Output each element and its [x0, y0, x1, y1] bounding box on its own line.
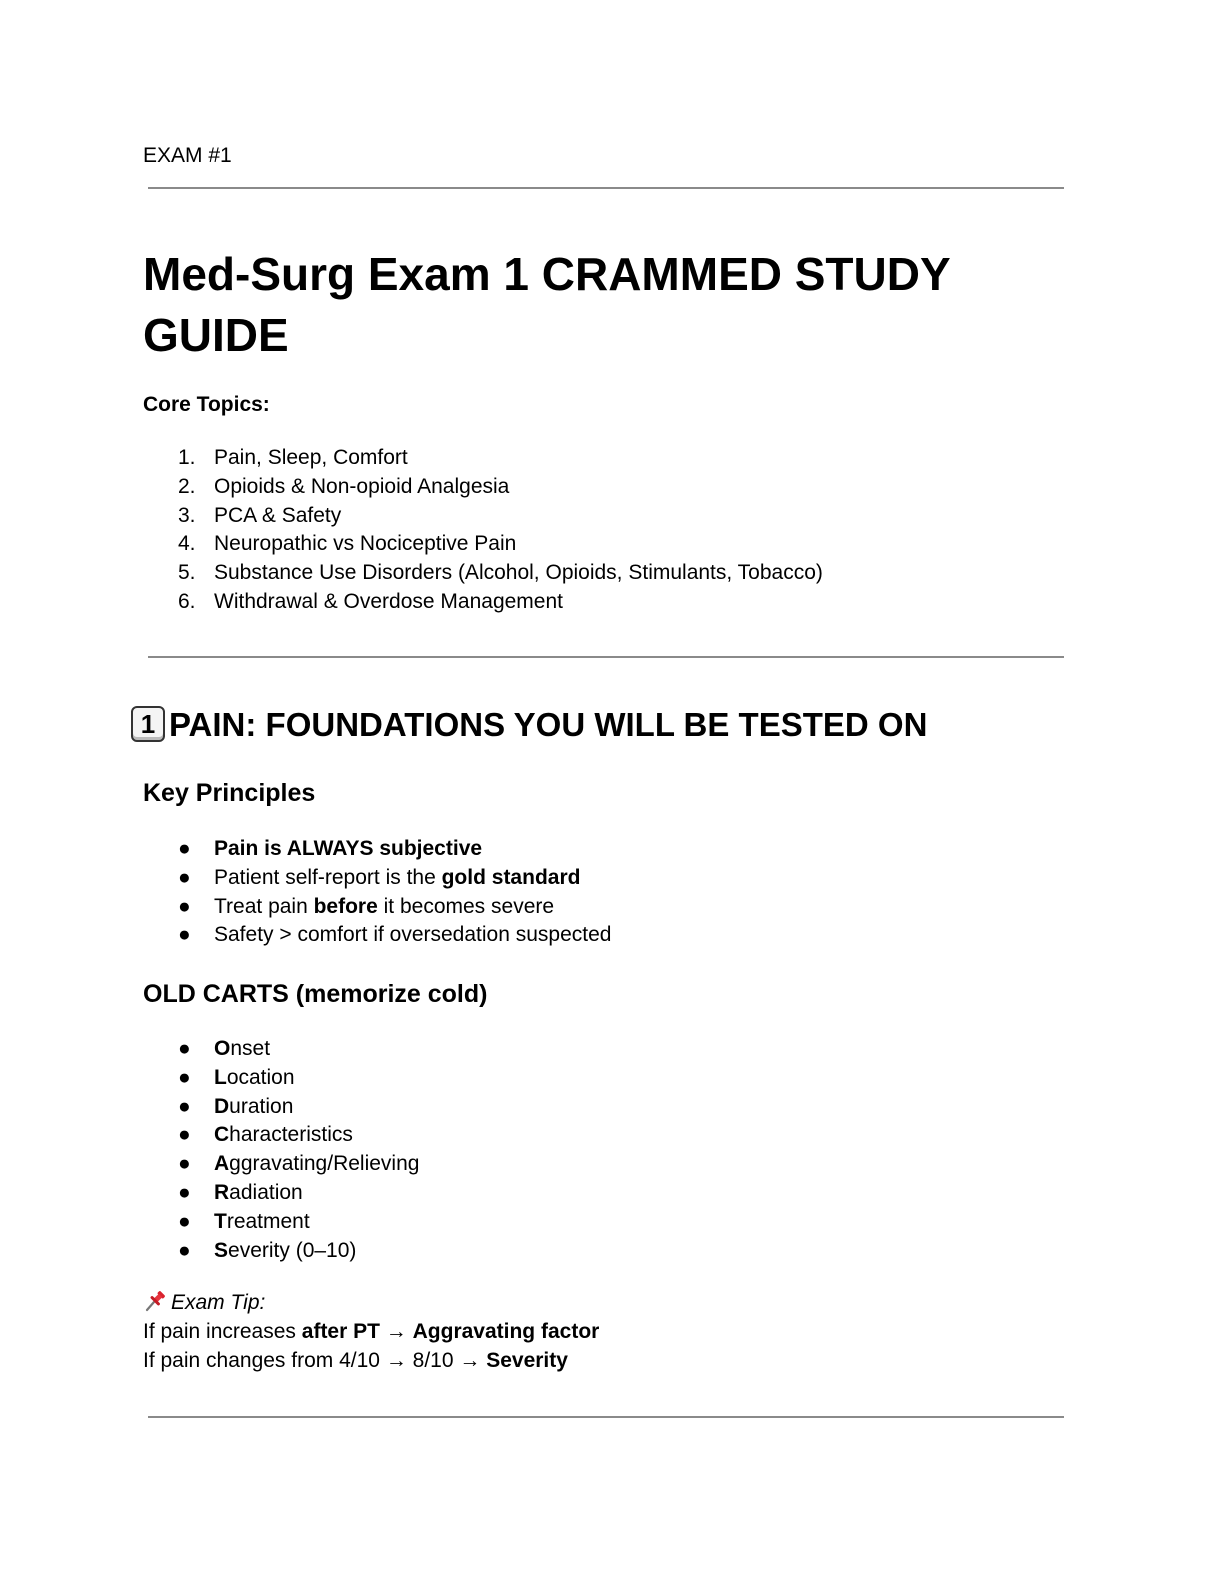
bullet-icon: ●: [178, 894, 191, 918]
key-principles-heading: Key Principles: [143, 779, 316, 807]
list-item-text: uration: [229, 1094, 294, 1118]
old-carts-list: [0, 1035, 1224, 1265]
list-item: [0, 530, 1224, 559]
tip-bold: after PT: [301, 1320, 380, 1343]
old-carts-heading: OLD CARTS (memorize cold): [143, 980, 488, 1008]
exam-label: EXAM #1: [143, 144, 232, 167]
mnemonic-letter: C: [214, 1123, 230, 1147]
bullet-icon: ●: [178, 1238, 191, 1262]
list-item-text: Pain, Sleep, Comfort: [214, 446, 408, 469]
mnemonic-letter: L: [214, 1065, 227, 1089]
list-item: [0, 1208, 1224, 1237]
list-item: [0, 1150, 1224, 1179]
list-item: [0, 893, 1224, 922]
list-item-text: reatment: [226, 1209, 310, 1233]
mnemonic-letter: D: [214, 1094, 230, 1118]
list-item: [0, 502, 1224, 531]
list-item-bold: gold standard: [441, 865, 581, 889]
list-item-text: Opioids & Non-opioid Analgesia: [214, 474, 510, 498]
tip-text: If pain changes from 4/10 → 8/10 →: [143, 1349, 487, 1372]
list-item-text: Treat pain: [214, 894, 314, 918]
list-number: 4.: [178, 532, 196, 556]
keycap-number-icon: 1: [131, 706, 165, 742]
list-item: [0, 835, 1224, 864]
list-item: [0, 559, 1224, 588]
list-item-text: Neuropathic vs Nociceptive Pain: [214, 532, 517, 556]
tip-bold: Aggravating factor: [412, 1320, 600, 1343]
mnemonic-letter: R: [214, 1180, 230, 1204]
list-item: [0, 921, 1224, 950]
list-number: 3.: [178, 503, 196, 527]
list-item-text: ggravating/Relieving: [229, 1152, 420, 1176]
list-item-text: it becomes severe: [377, 894, 555, 918]
list-item: [0, 1093, 1224, 1122]
mnemonic-letter: O: [214, 1037, 231, 1060]
list-item-text: adiation: [229, 1180, 303, 1204]
list-item-text: everity (0–10): [228, 1238, 357, 1262]
bullet-icon: ●: [178, 1065, 191, 1089]
list-item: [0, 864, 1224, 893]
bullet-icon: ●: [178, 1123, 191, 1147]
list-number: 5.: [178, 561, 196, 585]
list-item: [0, 1064, 1224, 1093]
list-item: [0, 1237, 1224, 1266]
mnemonic-letter: S: [214, 1238, 229, 1262]
list-item: [0, 1121, 1224, 1150]
list-item-text: Patient self-report is the: [214, 865, 442, 889]
list-number: 6.: [178, 589, 196, 613]
section-title: PAIN: FOUNDATIONS YOU WILL BE TESTED ON: [169, 706, 928, 743]
exam-tip-label-row: [143, 1289, 265, 1317]
mnemonic-letter: A: [214, 1152, 230, 1176]
divider: [148, 1416, 1064, 1418]
exam-tip-label: Exam Tip:: [171, 1291, 266, 1314]
bullet-icon: ●: [178, 1037, 191, 1060]
list-item: [0, 1035, 1224, 1064]
bullet-icon: ●: [178, 923, 191, 947]
key-principles-list: [0, 835, 1224, 950]
bullet-icon: ●: [178, 1094, 191, 1118]
bullet-icon: ●: [178, 1152, 191, 1176]
section-heading: [131, 704, 927, 746]
list-item: [0, 1179, 1224, 1208]
core-topics-heading: Core Topics:: [143, 393, 270, 416]
mnemonic-letter: T: [214, 1209, 227, 1233]
tip-arrow: →: [379, 1320, 413, 1343]
tip-bold: Severity: [486, 1349, 568, 1372]
list-item-text: Withdrawal & Overdose Management: [214, 589, 563, 613]
list-item-bold: before: [313, 894, 378, 918]
list-item: [0, 588, 1224, 617]
list-item-text: Safety > comfort if oversedation suspected: [214, 923, 612, 947]
bullet-icon: ●: [178, 1180, 191, 1204]
list-item-text: PCA & Safety: [214, 503, 342, 527]
divider: [148, 656, 1064, 658]
exam-tip-line-1: [143, 1318, 599, 1346]
list-item-text: nset: [230, 1037, 271, 1060]
bullet-icon: ●: [178, 837, 191, 860]
list-item-text: ocation: [226, 1065, 295, 1089]
list-item-text: Substance Use Disorders (Alcohol, Opioids, Stimulants, Tobacco): [214, 561, 823, 585]
list-item: [0, 444, 1224, 473]
list-item: [0, 473, 1224, 502]
core-topics-list: [0, 444, 1224, 617]
bullet-icon: ●: [178, 1209, 191, 1233]
bullet-icon: ●: [178, 865, 191, 889]
divider: [148, 187, 1064, 189]
pushpin-icon: [143, 1289, 171, 1317]
list-item-bold: Pain is ALWAYS subjective: [214, 837, 483, 860]
tip-text: If pain increases: [143, 1320, 302, 1343]
list-number: 2.: [178, 474, 196, 498]
document-title: Med-Surg Exam 1 CRAMMED STUDY GUIDE: [143, 248, 950, 361]
list-number: 1.: [178, 446, 196, 469]
list-item-text: haracteristics: [229, 1123, 353, 1147]
exam-tip-line-2: [143, 1347, 568, 1375]
